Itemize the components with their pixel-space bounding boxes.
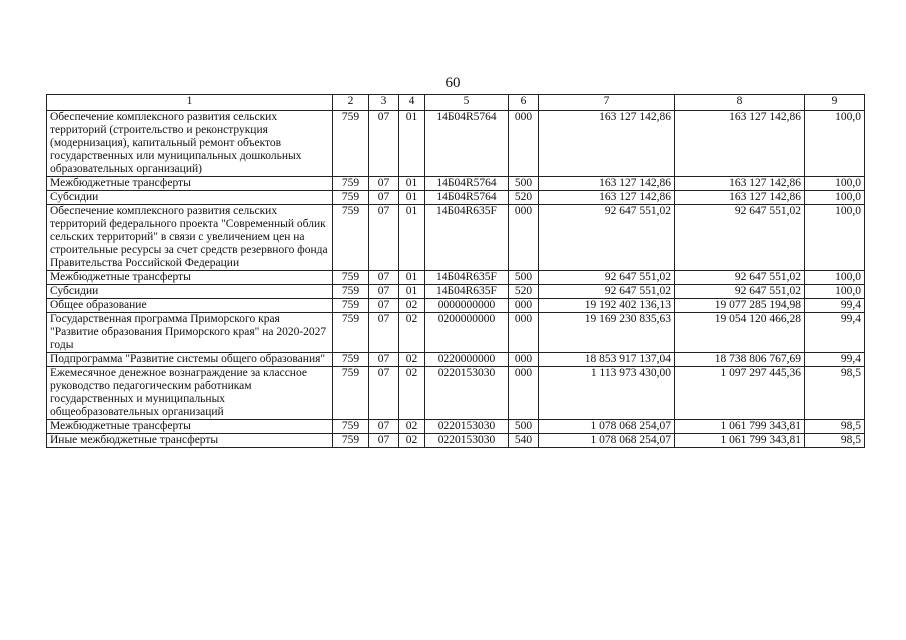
row-col-8: 163 127 142,86 xyxy=(675,191,805,205)
row-col-6: 540 xyxy=(509,434,539,448)
row-col-7: 92 647 551,02 xyxy=(539,285,675,299)
row-col-5: 0000000000 xyxy=(425,299,509,313)
row-col-3: 07 xyxy=(369,205,399,271)
row-col-2: 759 xyxy=(333,285,369,299)
row-name: Обеспечение комплексного развития сельских территорий федерального проекта "Современный облик сельских территорий" в связи с увеличением цен на строительные ресурсы за счет средств резервного фонда Правительства Российской Федерации xyxy=(47,205,333,271)
row-col-5: 14Б04R5764 xyxy=(425,191,509,205)
header-col-2: 2 xyxy=(333,95,369,111)
row-col-5: 14Б04R5764 xyxy=(425,111,509,177)
row-col-7: 1 078 068 254,07 xyxy=(539,434,675,448)
header-col-4: 4 xyxy=(399,95,425,111)
row-col-6: 000 xyxy=(509,205,539,271)
table-row xyxy=(47,353,865,367)
row-col-7: 19 192 402 136,13 xyxy=(539,299,675,313)
row-col-8: 19 054 120 466,28 xyxy=(675,313,805,353)
row-name: Межбюджетные трансферты xyxy=(47,420,333,434)
row-col-3: 07 xyxy=(369,285,399,299)
row-col-3: 07 xyxy=(369,420,399,434)
row-col-9: 98,5 xyxy=(805,434,865,448)
row-col-2: 759 xyxy=(333,177,369,191)
row-col-9: 100,0 xyxy=(805,177,865,191)
header-col-9: 9 xyxy=(805,95,865,111)
row-col-9: 100,0 xyxy=(805,191,865,205)
row-col-5: 0220153030 xyxy=(425,367,509,420)
row-col-2: 759 xyxy=(333,191,369,205)
row-col-4: 01 xyxy=(399,177,425,191)
row-col-3: 07 xyxy=(369,353,399,367)
row-col-2: 759 xyxy=(333,299,369,313)
row-col-4: 02 xyxy=(399,434,425,448)
row-col-4: 02 xyxy=(399,313,425,353)
row-col-5: 0220153030 xyxy=(425,420,509,434)
row-col-6: 520 xyxy=(509,191,539,205)
row-col-2: 759 xyxy=(333,353,369,367)
row-name: Подпрограмма "Развитие системы общего образования" xyxy=(47,353,333,367)
budget-table xyxy=(46,94,865,448)
row-name: Ежемесячное денежное вознаграждение за классное руководство педагогическим работникам государственных и муниципальных общеобразовательных организаций xyxy=(47,367,333,420)
row-col-4: 02 xyxy=(399,367,425,420)
row-col-7: 92 647 551,02 xyxy=(539,205,675,271)
row-col-9: 98,5 xyxy=(805,367,865,420)
row-col-8: 163 127 142,86 xyxy=(675,177,805,191)
row-name: Государственная программа Приморского края "Развитие образования Приморского края" на 2020-2027 годы xyxy=(47,313,333,353)
row-col-4: 02 xyxy=(399,299,425,313)
row-col-7: 1 113 973 430,00 xyxy=(539,367,675,420)
header-col-3: 3 xyxy=(369,95,399,111)
row-col-8: 1 061 799 343,81 xyxy=(675,434,805,448)
row-col-2: 759 xyxy=(333,271,369,285)
row-col-8: 92 647 551,02 xyxy=(675,205,805,271)
row-col-3: 07 xyxy=(369,271,399,285)
row-col-7: 19 169 230 835,63 xyxy=(539,313,675,353)
row-col-5: 14Б04R635F xyxy=(425,271,509,285)
row-col-6: 000 xyxy=(509,299,539,313)
row-col-7: 163 127 142,86 xyxy=(539,191,675,205)
row-col-5: 0220000000 xyxy=(425,353,509,367)
row-col-3: 07 xyxy=(369,367,399,420)
row-name: Межбюджетные трансферты xyxy=(47,177,333,191)
row-col-3: 07 xyxy=(369,191,399,205)
row-col-9: 99,4 xyxy=(805,313,865,353)
header-col-7: 7 xyxy=(539,95,675,111)
table-row xyxy=(47,191,865,205)
table-row xyxy=(47,285,865,299)
row-col-8: 92 647 551,02 xyxy=(675,271,805,285)
row-col-6: 500 xyxy=(509,271,539,285)
row-col-5: 0200000000 xyxy=(425,313,509,353)
page-number: 60 xyxy=(445,75,461,91)
table-row xyxy=(47,177,865,191)
table-row xyxy=(47,420,865,434)
row-col-7: 1 078 068 254,07 xyxy=(539,420,675,434)
row-col-3: 07 xyxy=(369,177,399,191)
row-col-9: 100,0 xyxy=(805,111,865,177)
row-col-4: 01 xyxy=(399,111,425,177)
header-row xyxy=(47,95,865,111)
row-col-2: 759 xyxy=(333,313,369,353)
row-col-4: 01 xyxy=(399,191,425,205)
row-name: Межбюджетные трансферты xyxy=(47,271,333,285)
row-col-4: 01 xyxy=(399,271,425,285)
header-col-6: 6 xyxy=(509,95,539,111)
row-name: Субсидии xyxy=(47,191,333,205)
row-col-7: 92 647 551,02 xyxy=(539,271,675,285)
row-col-6: 520 xyxy=(509,285,539,299)
row-col-4: 02 xyxy=(399,353,425,367)
row-col-6: 500 xyxy=(509,420,539,434)
row-col-8: 1 097 297 445,36 xyxy=(675,367,805,420)
row-col-8: 19 077 285 194,98 xyxy=(675,299,805,313)
row-col-5: 0220153030 xyxy=(425,434,509,448)
row-col-2: 759 xyxy=(333,420,369,434)
row-col-8: 163 127 142,86 xyxy=(675,111,805,177)
row-col-9: 99,4 xyxy=(805,299,865,313)
row-col-2: 759 xyxy=(333,434,369,448)
row-col-9: 99,4 xyxy=(805,353,865,367)
row-col-6: 000 xyxy=(509,367,539,420)
header-col-5: 5 xyxy=(425,95,509,111)
row-col-2: 759 xyxy=(333,111,369,177)
row-name: Иные межбюджетные трансферты xyxy=(47,434,333,448)
row-col-9: 100,0 xyxy=(805,271,865,285)
row-col-2: 759 xyxy=(333,205,369,271)
table-row xyxy=(47,434,865,448)
row-col-7: 163 127 142,86 xyxy=(539,111,675,177)
row-col-2: 759 xyxy=(333,367,369,420)
table-row xyxy=(47,111,865,177)
header-col-8: 8 xyxy=(675,95,805,111)
row-col-3: 07 xyxy=(369,313,399,353)
row-col-4: 01 xyxy=(399,205,425,271)
row-col-8: 1 061 799 343,81 xyxy=(675,420,805,434)
row-col-8: 18 738 806 767,69 xyxy=(675,353,805,367)
row-col-3: 07 xyxy=(369,434,399,448)
row-name: Обеспечение комплексного развития сельских территорий (строительство и реконструкция (модернизация), капитальный ремонт объектов государственных или муниципальных дошкольных образовательных организаций) xyxy=(47,111,333,177)
row-col-8: 92 647 551,02 xyxy=(675,285,805,299)
row-col-9: 98,5 xyxy=(805,420,865,434)
row-col-3: 07 xyxy=(369,111,399,177)
table-row xyxy=(47,271,865,285)
row-col-7: 163 127 142,86 xyxy=(539,177,675,191)
table-row xyxy=(47,299,865,313)
row-col-9: 100,0 xyxy=(805,285,865,299)
row-name: Субсидии xyxy=(47,285,333,299)
row-col-6: 000 xyxy=(509,111,539,177)
row-col-3: 07 xyxy=(369,299,399,313)
row-name: Общее образование xyxy=(47,299,333,313)
row-col-6: 000 xyxy=(509,313,539,353)
table-row xyxy=(47,367,865,420)
table-body xyxy=(47,111,865,448)
row-col-5: 14Б04R635F xyxy=(425,205,509,271)
row-col-5: 14Б04R635F xyxy=(425,285,509,299)
table-row xyxy=(47,313,865,353)
row-col-9: 100,0 xyxy=(805,205,865,271)
row-col-7: 18 853 917 137,04 xyxy=(539,353,675,367)
row-col-4: 02 xyxy=(399,420,425,434)
row-col-5: 14Б04R5764 xyxy=(425,177,509,191)
row-col-4: 01 xyxy=(399,285,425,299)
header-col-1: 1 xyxy=(47,95,333,111)
table-row xyxy=(47,205,865,271)
row-col-6: 500 xyxy=(509,177,539,191)
row-col-6: 000 xyxy=(509,353,539,367)
table-header xyxy=(47,95,865,111)
